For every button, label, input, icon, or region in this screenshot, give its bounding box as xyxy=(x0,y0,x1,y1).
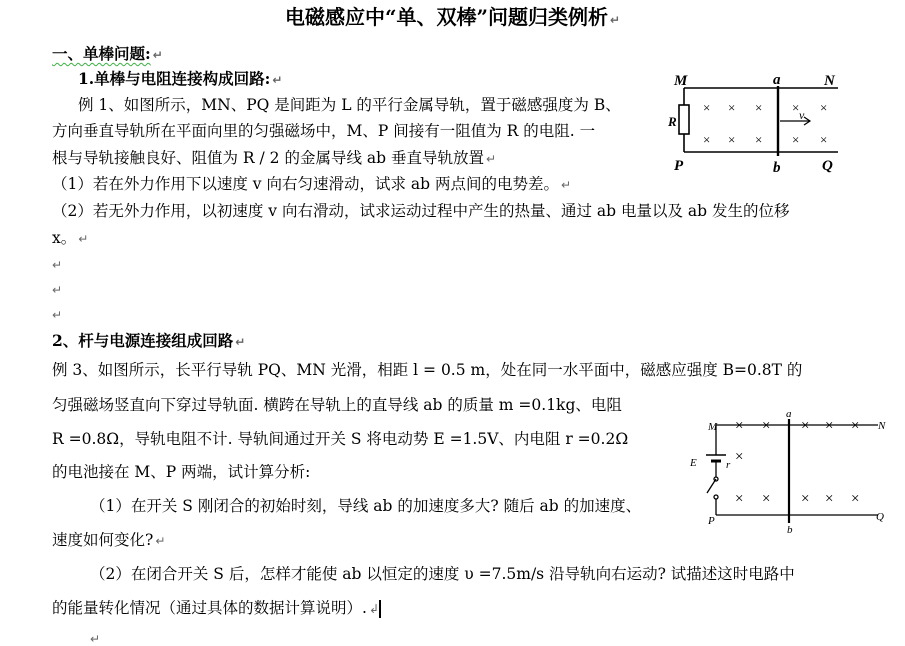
field-mark: × xyxy=(735,449,744,465)
label-b: b xyxy=(787,524,793,535)
section2-heading: 2、杆与电源连接组成回路 ↵ xyxy=(52,331,246,350)
label-n: N xyxy=(878,420,886,432)
field-mark: × xyxy=(792,100,800,115)
label-a: a xyxy=(786,408,792,420)
example3-line-4: 的电池接在 M、P 两端，试计算分析: xyxy=(52,463,311,481)
field-mark: × xyxy=(825,491,834,507)
example1-question-2: （2）若无外力作用，以初速度 v 向右滑动，试求运动过程中产生的热量、通过 ab 电量以及 ab 发生的位移 xyxy=(52,202,790,220)
text-cursor xyxy=(379,600,381,618)
label-m: M xyxy=(674,73,688,89)
label-m: M xyxy=(708,421,718,433)
empty-paragraph-mark: ↵ xyxy=(52,258,63,272)
example1-question-1: （1）若在外力作用下以速度 v 向右匀速滑动，试求 ab 两点间的电势差。 ↵ xyxy=(52,175,572,193)
example3-line-2: 匀强磁场竖直向下穿过导轨面. 横跨在导轨上的直导线 ab 的质量 m =0.1kg、电阻 xyxy=(52,396,622,414)
label-a: a xyxy=(773,72,781,88)
label-r: r xyxy=(726,459,731,471)
field-mark: × xyxy=(735,491,744,507)
field-mark: × xyxy=(728,100,736,115)
example3-question-2: （2）在闭合开关 S 后，怎样才能使 ab 以恒定的速度 υ =7.5m/s 沿导轨向右运动? 试描述这时电路中 xyxy=(90,565,795,583)
figure2-circuit-diagram xyxy=(686,405,891,535)
label-q: Q xyxy=(822,158,833,174)
field-mark: × xyxy=(703,132,711,147)
field-mark: × xyxy=(703,100,711,115)
label-e: E xyxy=(690,457,697,469)
field-mark: × xyxy=(755,100,763,115)
field-mark: × xyxy=(762,491,771,507)
field-mark: × xyxy=(762,418,771,434)
field-mark: × xyxy=(728,132,736,147)
field-mark: × xyxy=(755,132,763,147)
label-p: P xyxy=(708,515,715,527)
field-mark: × xyxy=(851,418,860,434)
figure1-rail-diagram xyxy=(668,72,848,180)
field-mark: × xyxy=(820,100,828,115)
example3-question-1: （1）在开关 S 刚闭合的初始时刻，导线 ab 的加速度多大? 随后 ab 的加速度、 xyxy=(90,497,642,515)
field-mark: × xyxy=(820,132,828,147)
label-q: Q xyxy=(876,511,884,523)
example1-question-2-end: x。 ↵ xyxy=(52,229,89,247)
example3-question-1-end: 速度如何变化? ↵ xyxy=(52,531,166,549)
example3-question-2-end: 的能量转化情况（通过具体的数据计算说明）. ↲ xyxy=(52,599,379,617)
field-mark: × xyxy=(735,418,744,434)
label-r: R xyxy=(668,114,677,129)
example1-line-1: 例 1、如图所示，MN、PQ 是间距为 L 的平行金属导轨，置于磁感强度为 B、 xyxy=(78,96,621,114)
field-mark: × xyxy=(792,132,800,147)
field-mark: × xyxy=(801,418,810,434)
label-b: b xyxy=(773,160,781,176)
empty-paragraph-mark: ↵ xyxy=(52,283,63,297)
example3-line-3: R =0.8Ω，导轨电阻不计. 导轨间通过开关 S 将电动势 E =1.5V、内电阻 r =0.2Ω xyxy=(52,430,629,448)
label-v: v xyxy=(799,108,805,122)
example1-line-2: 方向垂直导轨所在平面向里的匀强磁场中，M、P 间接有一阻值为 R 的电阻. 一 xyxy=(52,122,596,140)
example1-line-3: 根与导轨接触良好、阻值为 R / 2 的金属导线 ab 垂直导轨放置 ↵ xyxy=(52,149,497,167)
field-mark: × xyxy=(851,491,860,507)
label-p: P xyxy=(674,158,684,174)
document-title: 电磁感应中“单、双棒”问题归类例析 ↵ xyxy=(284,5,621,29)
empty-paragraph-mark: ↵ xyxy=(90,632,101,646)
empty-paragraph-mark: ↵ xyxy=(52,308,63,322)
section1-heading: 一、单棒问题: ↵ xyxy=(52,44,163,63)
label-n: N xyxy=(824,73,835,89)
field-mark: × xyxy=(825,418,834,434)
section1-subheading: 1.单棒与电阻连接构成回路: ↵ xyxy=(78,69,283,88)
field-mark: × xyxy=(801,491,810,507)
example3-line-1: 例 3、如图所示，长平行导轨 PQ、MN 光滑，相距 l = 0.5 m，处在同一水平面中，磁感应强度 B=0.8T 的 xyxy=(52,361,803,379)
